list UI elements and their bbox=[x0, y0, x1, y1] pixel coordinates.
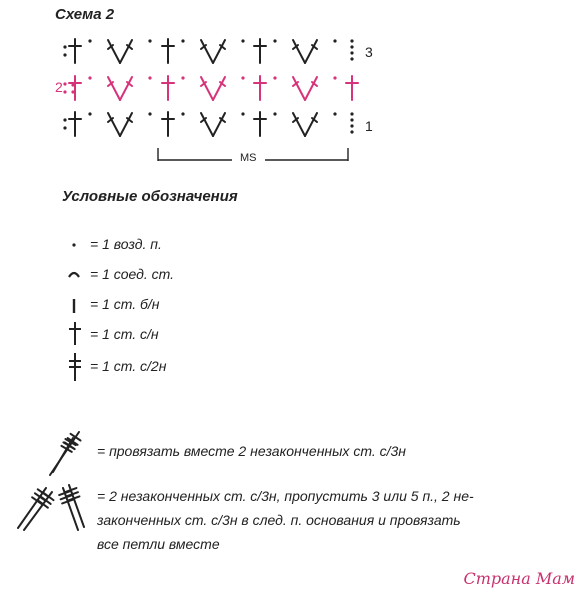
chain-dot bbox=[63, 126, 66, 129]
double-cross-icon bbox=[69, 353, 81, 381]
legend-text-double-cross: = 1 ст. с/2н bbox=[90, 358, 167, 374]
chain-dot bbox=[333, 112, 336, 115]
chain-dot bbox=[148, 39, 151, 42]
chain-dot bbox=[148, 112, 151, 115]
chain-dot bbox=[71, 83, 74, 86]
row-label-1: 1 bbox=[365, 118, 373, 134]
chain-dot bbox=[241, 112, 244, 115]
chain-dot bbox=[148, 76, 151, 79]
cross-icon bbox=[69, 322, 81, 345]
double-crochet-symbol bbox=[162, 112, 174, 136]
dot-icon bbox=[72, 243, 75, 246]
chain-dot bbox=[181, 39, 184, 42]
legend-text-cluster-two-line-2: законченных ст. с/3н в след. п. основания и провязать bbox=[97, 512, 461, 528]
double-crochet-symbol bbox=[69, 76, 81, 100]
cluster-v-symbol bbox=[201, 40, 225, 63]
cluster-v-symbol bbox=[108, 40, 132, 63]
row-label-2: 2 bbox=[55, 79, 63, 95]
chain-dot bbox=[273, 112, 276, 115]
row-label-3: 3 bbox=[365, 44, 373, 60]
cluster-v-symbol bbox=[108, 113, 132, 136]
cluster-v-symbol bbox=[293, 77, 317, 100]
chain-dot bbox=[350, 130, 353, 133]
chain-dot bbox=[350, 57, 353, 60]
chain-dot bbox=[88, 76, 91, 79]
chain-dot bbox=[88, 112, 91, 115]
chain-dot bbox=[241, 39, 244, 42]
chain-dot bbox=[88, 39, 91, 42]
legend-text-cluster-one: = провязать вместе 2 незаконченных ст. с/3н bbox=[97, 443, 406, 459]
chain-dot bbox=[333, 39, 336, 42]
legend-text-dot: = 1 возд. п. bbox=[90, 236, 162, 252]
double-crochet-symbol bbox=[254, 39, 266, 63]
chain-dot bbox=[350, 118, 353, 121]
chain-dot bbox=[350, 112, 353, 115]
chain-dot bbox=[63, 53, 66, 56]
double-crochet-symbol bbox=[254, 112, 266, 136]
chain-dot bbox=[333, 76, 336, 79]
chain-dot bbox=[63, 82, 66, 85]
cluster-v-symbol bbox=[201, 77, 225, 100]
legend-text-arc: = 1 соед. ст. bbox=[90, 266, 175, 282]
watermark-logo: Страна Мам bbox=[463, 569, 575, 588]
double-crochet-symbol bbox=[346, 76, 358, 100]
chain-dot bbox=[63, 90, 66, 93]
cluster-v-symbol bbox=[293, 40, 317, 63]
chain-dot bbox=[350, 39, 353, 42]
chain-dot bbox=[273, 39, 276, 42]
chain-dot bbox=[350, 45, 353, 48]
chain-dot bbox=[63, 45, 66, 48]
double-crochet-symbol bbox=[254, 76, 266, 100]
legend-text-bar: = 1 ст. б/н bbox=[90, 296, 160, 312]
legend-title: Условные обозначения bbox=[62, 188, 238, 205]
cluster-separated-icon-left-a bbox=[18, 488, 48, 528]
cluster-v-symbol bbox=[108, 77, 132, 100]
legend-text-cross: = 1 ст. с/н bbox=[90, 326, 159, 342]
cluster-separated-icon-right-a bbox=[59, 488, 78, 530]
double-crochet-symbol bbox=[162, 76, 174, 100]
chain-dot bbox=[241, 76, 244, 79]
cluster-v-symbol bbox=[201, 113, 225, 136]
chain-dot bbox=[350, 51, 353, 54]
chain-dot bbox=[181, 112, 184, 115]
legend-text-cluster-two-line-1: = 2 незаконченных ст. с/3н, пропустить 3 или 5 п., 2 не- bbox=[97, 488, 474, 504]
chain-dot bbox=[63, 118, 66, 121]
chain-dot bbox=[350, 124, 353, 127]
legend-text-cluster-two-line-3: все петли вместе bbox=[97, 536, 220, 552]
cluster-v-symbol bbox=[293, 113, 317, 136]
chain-dot bbox=[273, 76, 276, 79]
repeat-label: MS bbox=[240, 152, 257, 164]
arc-icon bbox=[69, 273, 79, 277]
double-crochet-symbol bbox=[69, 112, 81, 136]
double-crochet-symbol bbox=[162, 39, 174, 63]
chain-dot bbox=[181, 76, 184, 79]
chain-dot bbox=[71, 90, 74, 93]
scheme-title: Схема 2 bbox=[55, 6, 115, 23]
double-crochet-symbol bbox=[69, 39, 81, 63]
